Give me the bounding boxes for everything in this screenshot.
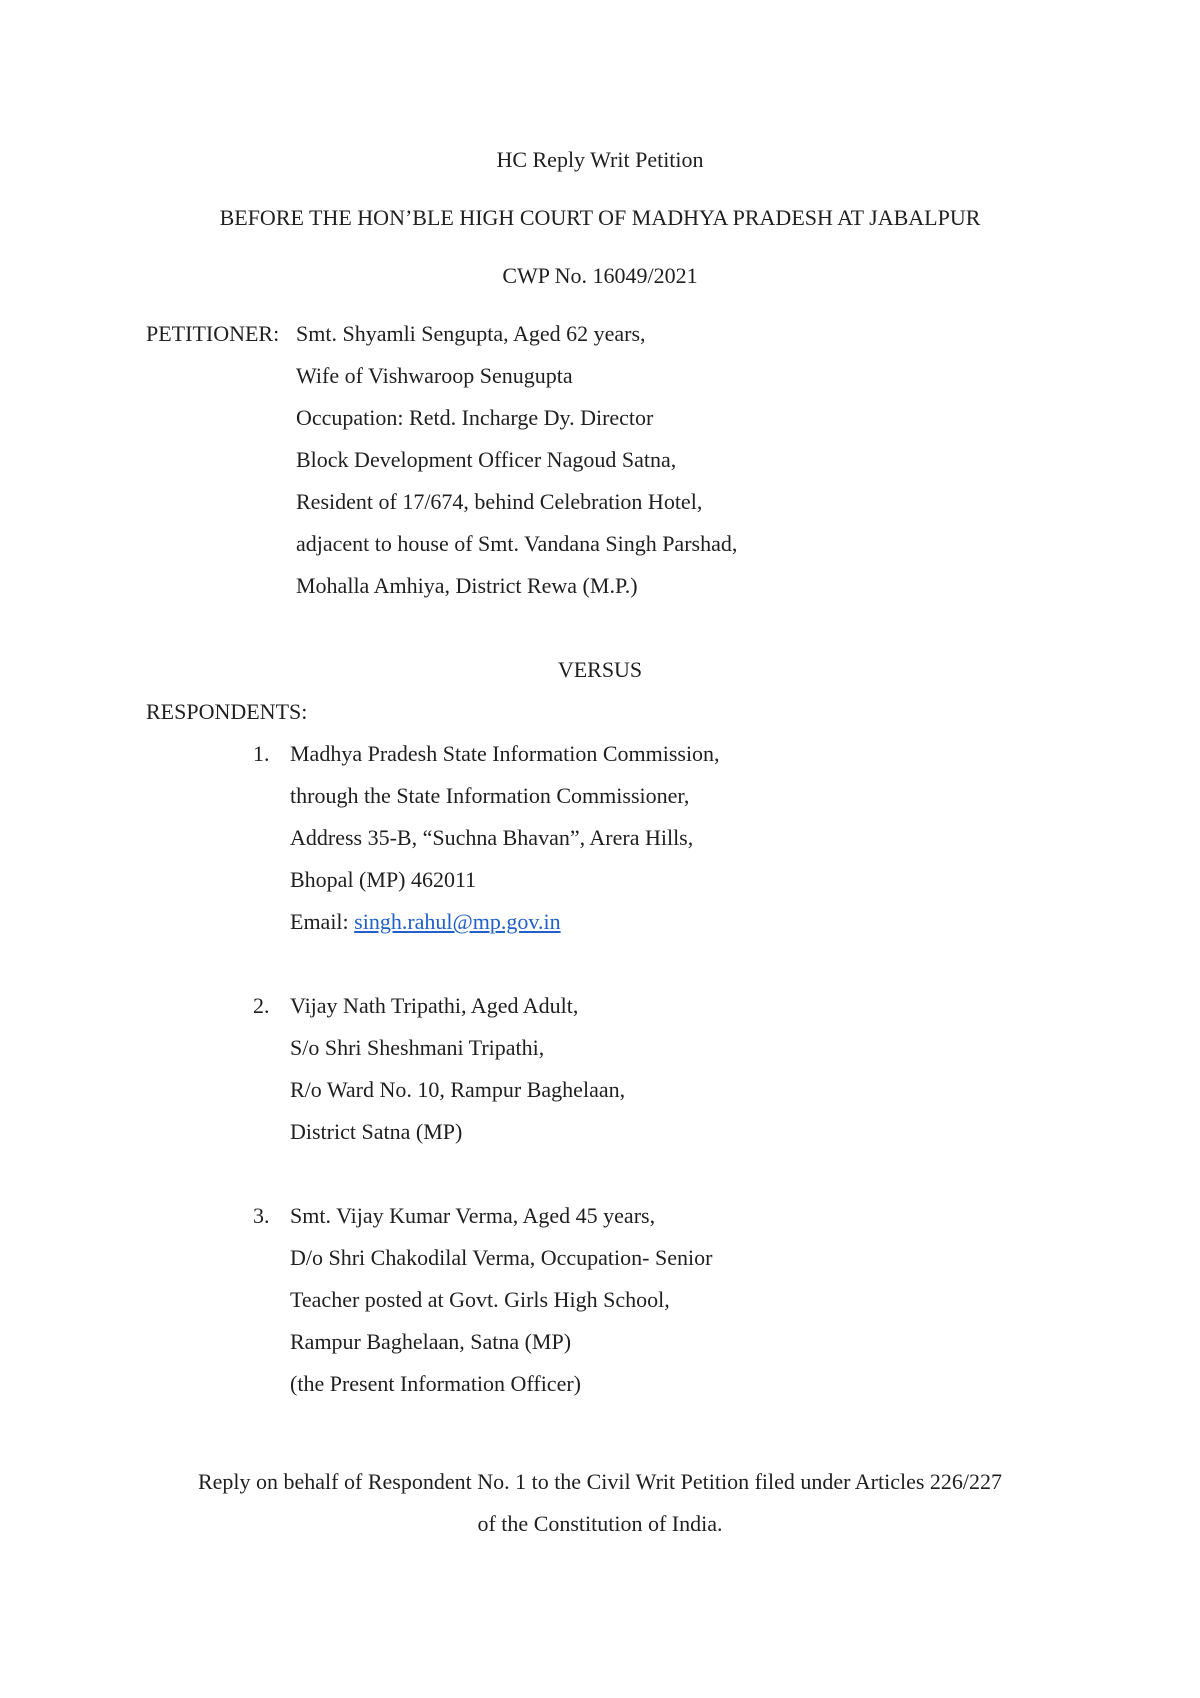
respondent-number: 3.: [253, 1203, 270, 1228]
petitioner-line: Occupation: Retd. Incharge Dy. Director: [296, 405, 654, 430]
respondent-line: Rampur Baghelaan, Satna (MP): [290, 1329, 572, 1354]
petitioner-label: PETITIONER:: [146, 321, 280, 346]
petitioner-line: Block Development Officer Nagoud Satna,: [296, 447, 677, 472]
respondent-line: Vijay Nath Tripathi, Aged Adult,: [290, 993, 579, 1018]
respondent-line: Address 35-B, “Suchna Bhavan”, Arera Hills,: [290, 825, 694, 850]
respondent-line: R/o Ward No. 10, Rampur Baghelaan,: [290, 1077, 626, 1102]
document-title: HC Reply Writ Petition: [496, 147, 704, 172]
petitioner-line: Smt. Shyamli Sengupta, Aged 62 years,: [296, 321, 646, 346]
petitioner-line: Wife of Vishwaroop Senugupta: [296, 363, 573, 388]
respondent-line: through the State Information Commissioner,: [290, 783, 690, 808]
petitioner-line: Mohalla Amhiya, District Rewa (M.P.): [296, 573, 638, 598]
respondent-email-row: [290, 909, 561, 935]
email-label: Email:: [290, 909, 349, 934]
respondent-number: 2.: [253, 993, 270, 1018]
petitioner-line: adjacent to house of Smt. Vandana Singh Parshad,: [296, 531, 738, 556]
respondent-line: Smt. Vijay Kumar Verma, Aged 45 years,: [290, 1203, 656, 1228]
respondent-line: Madhya Pradesh State Information Commission,: [290, 741, 720, 766]
respondent-line: S/o Shri Sheshmani Tripathi,: [290, 1035, 545, 1060]
email-link[interactable]: singh.rahul@mp.gov.in: [354, 909, 561, 934]
case-number: CWP No. 16049/2021: [502, 263, 698, 288]
court-heading: BEFORE THE HON’BLE HIGH COURT OF MADHYA PRADESH AT JABALPUR: [219, 205, 981, 230]
reply-statement-line: of the Constitution of India.: [477, 1511, 723, 1536]
petitioner-line: Resident of 17/674, behind Celebration Hotel,: [296, 489, 703, 514]
respondents-label: RESPONDENTS:: [146, 699, 308, 724]
respondent-number: 1.: [253, 741, 270, 766]
respondent-line: Bhopal (MP) 462011: [290, 867, 477, 892]
versus-heading: VERSUS: [557, 657, 643, 682]
respondent-line: (the Present Information Officer): [290, 1371, 581, 1396]
respondent-line: D/o Shri Chakodilal Verma, Occupation- Senior: [290, 1245, 713, 1270]
respondent-line: District Satna (MP): [290, 1119, 463, 1144]
respondent-line: Teacher posted at Govt. Girls High School,: [290, 1287, 670, 1312]
reply-statement-line: Reply on behalf of Respondent No. 1 to the Civil Writ Petition filed under Articles 226/227: [197, 1469, 1003, 1494]
